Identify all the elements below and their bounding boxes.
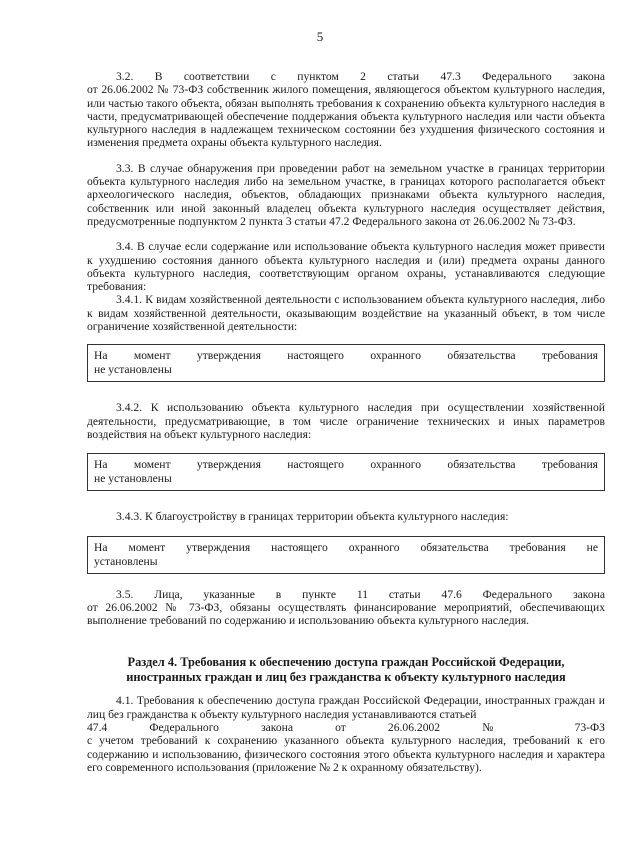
paragraph-3-2-text: от 26.06.2002 № 73-ФЗ собственник жилого помещения, являющегося объектом культурного наследия, или частью такого объекта, обязан выполнять требования к сохранению объекта культурного наследия в части, предусматривающей обеспечение поддержания объекта культурного наследия или части объекта культурного наследия в надлежащем техническом состоянии без ухудшения физического состояния и изменения предмета охраны объекта культурного наследия. [87,83,605,150]
paragraph-3-5-text: от 26.06.2002 № 73-ФЗ, обязаны осуществлять финансирование мероприятий, обеспечивающих выполнение требований по содержанию и использованию объекта культурного наследия. [87,600,605,628]
requirements-box-3-line1: На момент утверждения настоящего охранного обязательства требования не [94,540,598,554]
section-4-title-line2: иностранных граждан и лиц без гражданства к объекту культурного наследия [126,669,566,684]
paragraph-3-4-1: 3.4.1. К видам хозяйственной деятельности с использованием объекта культурного наследия, либо к видам хозяйственной деятельности, оказывающим воздействие на указанный объект, в том числе ограничение хозяйственной деятельности: [87,293,605,334]
requirements-box-1 [87,344,605,382]
page-number: 5 [316,29,324,44]
paragraph-4-1-part1: 4.1. Требования к обеспечению доступа граждан Российской Федерации, иностранных граждан и лиц без гражданства к объекту культурного наследия устанавливаются статьей [87,694,605,721]
paragraph-3-5-first-line: 3.5. Лица, указанные в пункте 11 статьи 47.6 Федерального закона [116,587,605,601]
paragraph-3-2 [87,70,605,150]
document-body [87,70,605,774]
section-4-heading [87,655,605,684]
paragraph-3-5 [87,588,605,628]
requirements-box-3-line2: установлены [94,554,158,568]
requirements-box-2-line2: не установлены [94,472,172,486]
requirements-box-1-line1: На момент утверждения настоящего охранного обязательства требования [94,349,598,363]
paragraph-3-3: 3.3. В случае обнаружения при проведении работ на земельном участке в границах территории объекта культурного наследия либо на земельном участке, в границах которого располагается объект археологического наследия, объектов, обладающих признаками объекта культурного наследия, собственник или иной законный владелец объекта культурного наследия осуществляет действия, предусмотренные подпунктом 2 пункта 3 статьи 47.2 Федерального закона от 26.06.2002 № 73-ФЗ. [87,161,605,228]
paragraph-3-2-first-line: 3.2. В соответствии с пунктом 2 статьи 47.3 Федерального закона [116,70,605,83]
paragraph-3-4-3: 3.4.3. К благоустройству в границах территории объекта культурного наследия: [116,510,509,524]
paragraph-4-1-law-line: 47.4 Федерального закона от 26.06.2002 № 73-ФЗ [87,721,605,735]
paragraph-4-1 [87,694,605,774]
paragraph-4-1-text: с учетом требований к сохранению указанного объекта культурного наследия, требований к его содержанию и использованию, физического состояния этого объекта культурного наследия и характера его современного использования (приложение № 2 к охранному обязательству). [87,734,605,774]
section-4-title-line1: Раздел 4. Требования к обеспечению доступа граждан Российской Федерации, [127,655,565,670]
requirements-box-2 [87,453,605,491]
paragraph-3-4-2: 3.4.2. К использованию объекта культурного наследия при осуществлении хозяйственной деятельности, предусматривающие, в том числе ограничение технических и иных параметров воздействия на объект культурного наследия: [87,401,605,441]
requirements-box-3 [87,536,605,574]
requirements-box-1-line2: не установлены [94,363,172,377]
paragraph-3-4: 3.4. В случае если содержание или использование объекта культурного наследия может привести к ухудшению состояния данного объекта культурного наследия и (или) предмета охраны данного объекта культурного наследия, соответствующим органом охраны, устанавливаются следующие требования: [87,240,605,294]
requirements-box-2-line1: На момент утверждения настоящего охранного обязательства требования [94,458,598,472]
